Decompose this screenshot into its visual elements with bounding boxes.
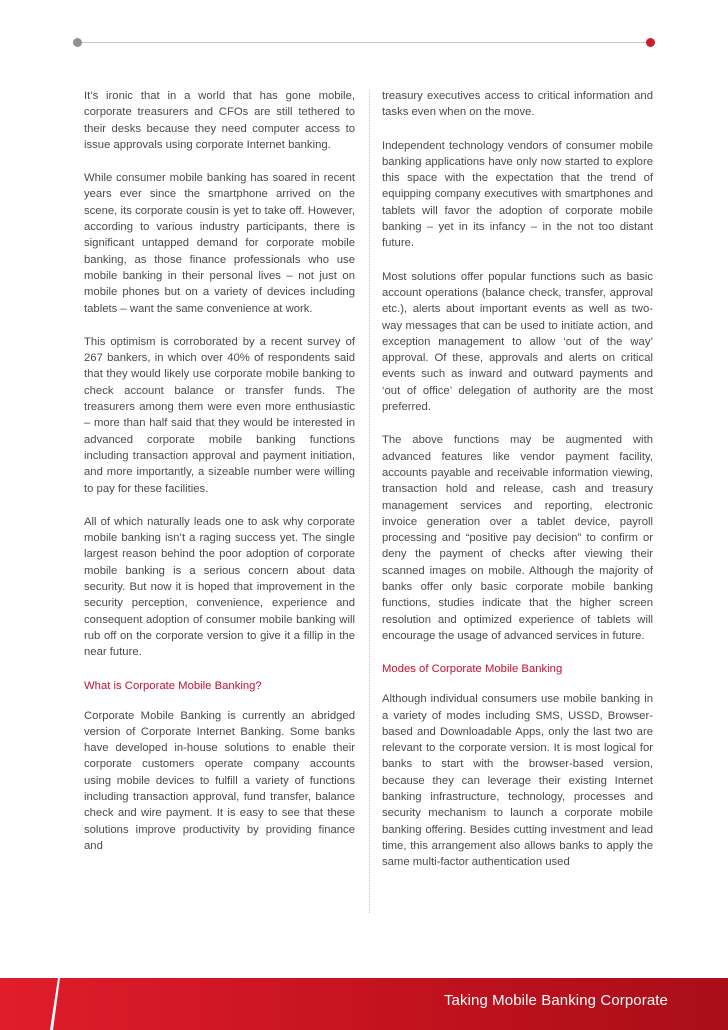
body-paragraph: The above functions may be augmented with advanced features like vendor payment facility, accounts payable and receivable information viewing, transaction hold and release, cash and treasury management services and reporting, electronic invoice generation over a tablet device, payroll processing and “positive pay decision” to confirm or deny the payment of checks after viewing their scanned images on mobile. Although the majority of banks offer only basic corporate mobile banking functions, studies indicate that the higher screen resolution and optimized experience of tablets will encourage the usage of advanced services in future. <box>382 434 653 642</box>
left-column <box>84 88 355 871</box>
footer-title: Taking Mobile Banking Corporate <box>443 992 668 1009</box>
body-paragraph: While consumer mobile banking has soared in recent years ever since the smartphone arrived on the scene, its corporate cousin is yet to take off. However, according to various industry participants, there is significant untapped demand for corporate mobile banking, as those finance professionals who use mobile banking in their personal lives – not just on mobile phones but on a variety of devices including tablets – want the same convenience at work. <box>84 172 355 315</box>
right-column <box>382 88 653 887</box>
header-dot-red <box>646 38 655 47</box>
header-dot-grey <box>73 38 82 47</box>
body-paragraph: All of which naturally leads one to ask why corporate mobile banking isn’t a raging success yet. The single largest reason behind the poor adoption of corporate mobile banking is a serious concern about data security. But now it is hoped that improvement in the security perception, convenience, experience and consequent adoption of consumer mobile banking will rub off on the corporate version to give it a fillip in the near future. <box>84 515 355 659</box>
body-paragraph: treasury executives access to critical information and tasks even when on the move. <box>382 90 653 119</box>
section-heading: What is Corporate Mobile Banking? <box>84 679 262 692</box>
body-paragraph: Independent technology vendors of consumer mobile banking applications have only now started to explore this space with the expectation that the trend of equipping company executives with smartphones and tablets will favor the adoption of corporate mobile banking – yet in its infancy – in the not too distant future. <box>382 139 653 250</box>
body-paragraph: Although individual consumers use mobile banking in a variety of modes including SMS, USSD, Browser-based and Downloadable Apps, only the last two are relevant to the corporate version. It is most logical for banks to start with the browser-based version, because they can leverage their existing Internet banking infrastructure, technology, processes and security mechanism to launch a corporate mobile banking offering. Besides cutting investment and lead time, this arrangement also allows banks to apply the same multi-factor authentication used <box>382 693 653 869</box>
body-paragraph: This optimism is corroborated by a recent survey of 267 bankers, in which over 40% of respondents said that they would likely use corporate mobile banking to check account balance or transfer funds. The treasurers among them were even more enthusiastic – more than half said that they would be interested in advanced corporate mobile banking functions including transaction approval and payment initiation, and more importantly, a sizeable number were willing to pay for these facilities. <box>84 335 355 495</box>
header-rule <box>78 42 651 43</box>
body-paragraph: It’s ironic that in a world that has gone mobile, corporate treasurers and CFOs are still tethered to their desks because they need computer access to issue approvals using corporate Internet banking. <box>84 90 355 151</box>
body-paragraph: Corporate Mobile Banking is currently an abridged version of Corporate Internet Banking. Some banks have developed in-house solutions to enable their corporate customers operate company accounts using mobile devices to fulfill a variety of functions including transaction approval, fund transfer, balance check and wire payment. It is easy to see that these solutions improve productivity by providing finance and <box>84 709 355 852</box>
footer-slash-icon <box>36 978 66 1030</box>
body-paragraph: Most solutions offer popular functions such as basic account operations (balance check, transfer, approval etc.), alerts about important events as well as two-way messages that can be used to initiate action, and exception management to allow ‘out of the way’ approval. Of these, approvals and alerts on critical events such as inward and outward payments and ‘out of office’ delegation of authority are the most preferred. <box>382 270 653 414</box>
column-divider <box>369 90 370 913</box>
section-heading: Modes of Corporate Mobile Banking <box>382 663 563 676</box>
